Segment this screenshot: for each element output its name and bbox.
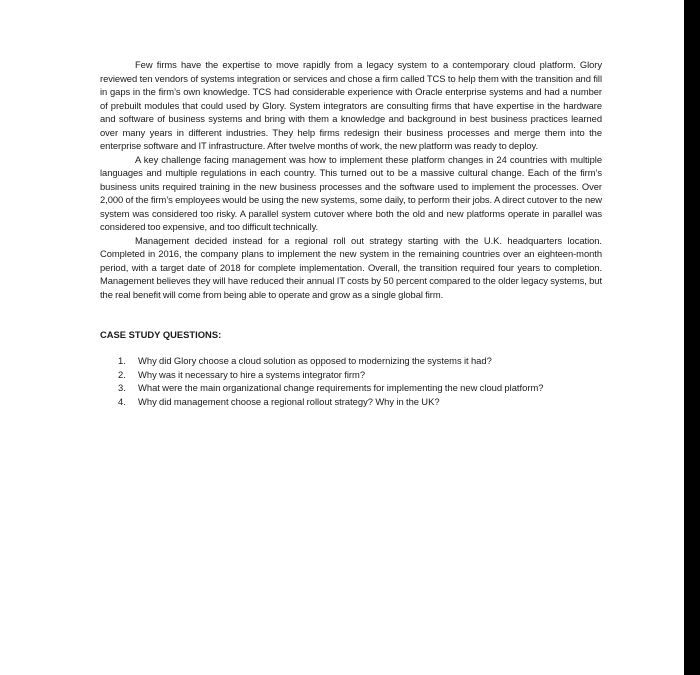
question-text: Why did Glory choose a cloud solution as opposed to modernizing the systems it had? bbox=[138, 355, 492, 366]
question-number: 4. bbox=[118, 395, 126, 407]
paragraph-1: Few firms have the expertise to move rapidly from a legacy system to a contemporary cloud platform. Glory reviewed ten vendors of systems integration or services and chose a firm called TCS to help them with the transition and fill in gaps in the firm’s own knowledge. TCS had considerable experience with Oracle enterprise systems and had a number of prebuilt modules that could used by Glory. System integrators are consulting firms that have expertise in the hardware and software of business systems and bring with them a knowledge and background in best business practices learned over many years in different industries. They help firms redesign their business processes and merge them into the enterprise software and IT infrastructure. After twelve months of work, the new platform was ready to deploy. bbox=[100, 59, 602, 151]
document-page bbox=[100, 58, 602, 408]
question-item bbox=[100, 354, 602, 368]
questions-list bbox=[100, 354, 602, 408]
question-number: 1. bbox=[118, 355, 126, 366]
question-text: Why was it necessary to hire a systems integrator firm? bbox=[138, 368, 366, 380]
paragraph-3: Management decided instead for a regional roll out strategy starting with the U.K. headquarters location. Completed in 2016, the company plans to implement the new system in the remaining countries over an eighteen-month period, with a target date of 2018 for complete implementation. Overall, the transition required four years to completion. Management believes they will have reduced their annual IT costs by 50 percent compared to the older legacy systems, but the real benefit will come from being able to operate and grow as a single global firm. bbox=[100, 234, 602, 300]
question-item bbox=[100, 381, 602, 395]
question-number: 2. bbox=[118, 368, 126, 380]
question-item bbox=[100, 368, 602, 382]
question-text: What were the main organizational change requirements for implementing the new cloud platform? bbox=[138, 382, 544, 393]
case-study-questions-heading: CASE STUDY QUESTIONS: bbox=[100, 329, 222, 340]
question-item bbox=[100, 395, 602, 409]
question-text: Why did management choose a regional rollout strategy? Why in the UK? bbox=[138, 395, 440, 407]
question-number: 3. bbox=[118, 382, 126, 393]
viewer-edge-bar bbox=[684, 0, 700, 675]
paragraph-2: A key challenge facing management was how to implement these platform changes in 24 countries with multiple languages and multiple regulations in each country. This turned out to be a massive cultural change. Each of the firm’s business units required training in the new business processes and the software used to implement the processes. Over 2,000 of the firm’s employees would be using the new systems, some daily, to perform their jobs. A direct cutover to the new system was considered too risky. A parallel system cutover where both the old and new platforms operate in parallel was considered too expensive, and too difficult technically. bbox=[100, 153, 602, 232]
